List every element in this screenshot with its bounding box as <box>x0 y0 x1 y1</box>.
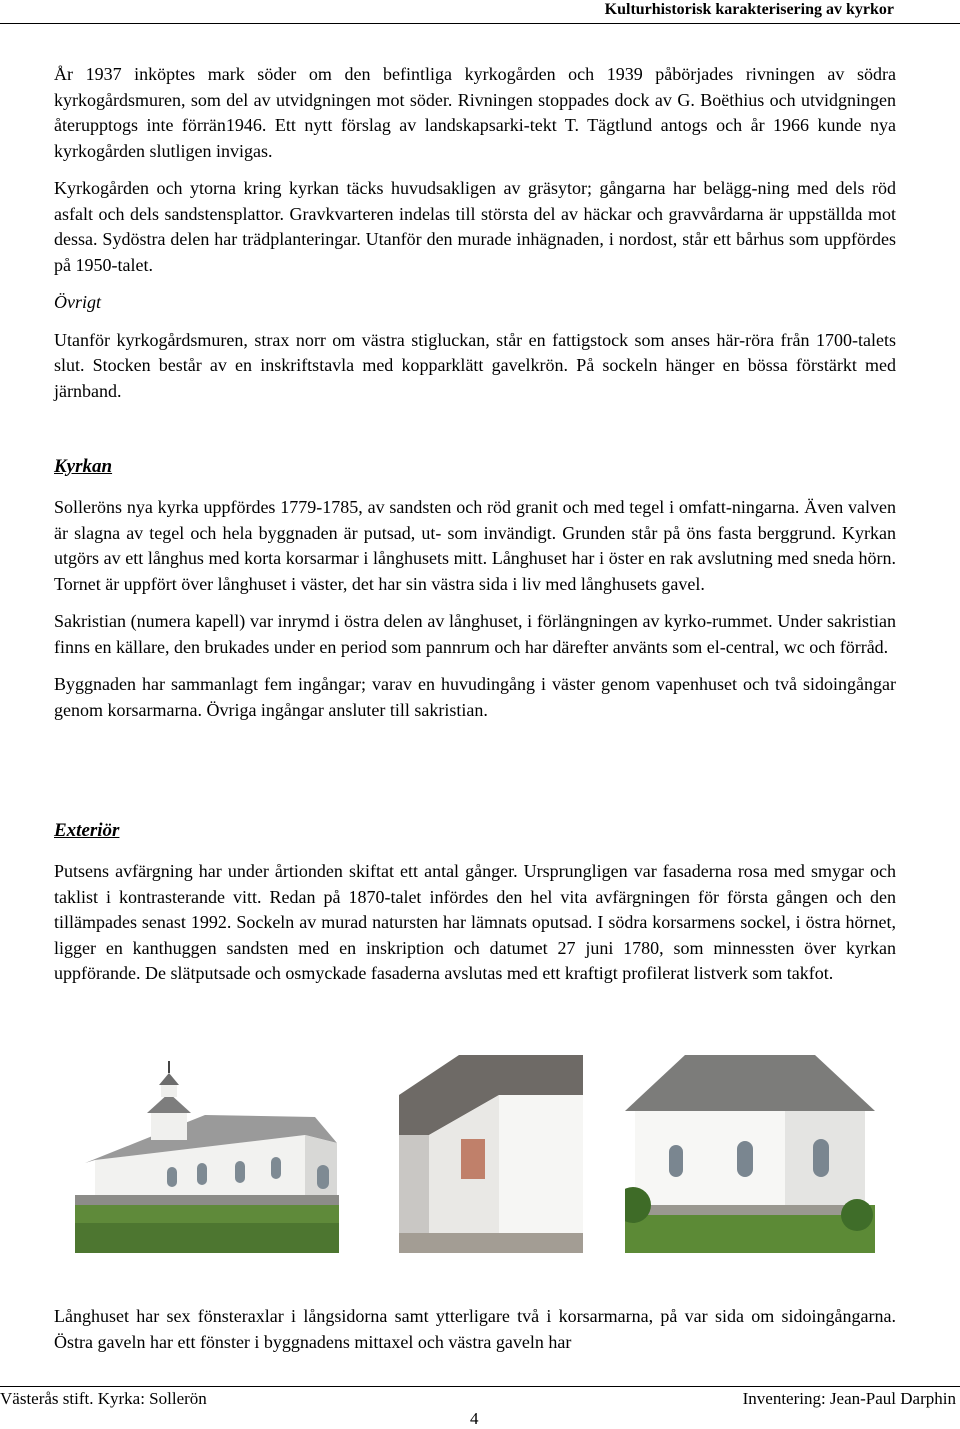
exterior-section <box>54 818 896 999</box>
paragraph: Sakristian (numera kapell) var inrymd i östra delen av långhuset, i förlängningen av kyrko-rummet. Under sakristian finns en källare, den brukades under en period som pannrum och har därefter använts som el-central, wc och förråd. <box>54 611 896 657</box>
intro-section <box>54 62 896 416</box>
kyrkan-section <box>54 454 896 735</box>
footer-left: Västerås stift. Kyrka: Sollerön <box>0 1389 207 1408</box>
paragraph: Kyrkogården och ytorna kring kyrkan täcks huvudsakligen av gräsytor; gångarna har belägg-ning med dels röd asfalt och dels sandstensplattor. Gravkvarteren indelas till största del av häckar och gravvårdarna är uppställda mot dessa. Sydöstra delen har trädplanteringar. Utanför den murade inhägnaden, i nordost, står ett bårhus som uppfördes på 1950-talet. <box>54 178 896 275</box>
footer-right: Inventering: Jean-Paul Darphin <box>742 1389 956 1408</box>
subheading-ovrigt: Övrigt <box>54 292 101 312</box>
header-rule <box>0 23 960 24</box>
paragraph: Solleröns nya kyrka uppfördes 1779-1785, av sandsten och röd granit och med tegel i omfatt-ningarna. Även valven är slagna av tegel och hela byggnaden är putsad, ut- som invändigt. Grunden står på öns fasta berggrund. Kyrkan utgörs av ett långhus med korta korsarmar i långhusets mitt. Långhuset har i öster en rak avslutning med sneda hörn. Tornet är uppfört över långhuset i väster, det har sin västra sida i liv med långhusets gavel. <box>54 497 896 594</box>
paragraph: Byggnaden har sammanlagt fem ingångar; varav en huvudingång i väster genom vapenhuset och två sidoingångar genom korsarmarna. Övriga ingångar ansluter till sakristian. <box>54 674 896 720</box>
church-east-gable-icon <box>625 1055 875 1253</box>
paragraph: Långhuset har sex fönsteraxlar i långsidorna samt ytterligare två i korsarmarna, på var sida om sidoingångarna. Östra gaveln har ett fönster i byggnadens mittaxel och västra gaveln har <box>54 1306 896 1352</box>
section-heading-exterior: Exteriör <box>54 820 120 841</box>
church-corner-detail-icon <box>399 1055 583 1253</box>
paragraph: Putsens avfärgning har under årtionden skiftat ett antal gånger. Ursprungligen var fasaderna rosa med smygar och taklist i kontrasterande vitt. Redan på 1870-talet infördes den hel vita avfärgningen för första gången och den tillämpades senast 1992. Sockeln av murad natursten har lämnats oputsad. I södra korsarmens sockel, i östra hörnet, ligger en kanthuggen sandsten med en inskription och datumet 27 juni 1780, som minnessten över kyrkan uppförande. De slätputsade och osmyckade fasaderna avslutas med ett kraftigt profilerat listverk som takfot. <box>54 861 896 983</box>
page-number: 4 <box>470 1409 479 1428</box>
paragraph: Utanför kyrkogårdsmuren, strax norr om västra stigluckan, står en fattigstock som anses här-röra från 1700-talets slut. Stocken består av en inskriftstavla med kopparklätt gavelkrön. På sockeln hänger en bössa förstärkt med järnband. <box>54 329 896 401</box>
section-heading-kyrkan: Kyrkan <box>54 456 113 477</box>
paragraph: År 1937 inköptes mark söder om den befintliga kyrkogården och 1939 påbörjades rivningen av södra kyrkogårdsmuren, som del av utvidgningen mot söder. Rivningen stoppades dock av G. Boëthius och utvidgningen återupptogs inte förrän1946. Ett nytt förslag av landskapsarki-tekt T. Tägtlund antogs och år 1966 kunde nya kyrkogården slutligen invigas. <box>54 64 896 161</box>
exterior-continued <box>54 1304 896 1367</box>
running-header: Kulturhistorisk karakterisering av kyrkor <box>604 1 894 18</box>
footer-rule <box>0 1386 960 1387</box>
church-exterior-with-tower-icon <box>75 1055 339 1253</box>
